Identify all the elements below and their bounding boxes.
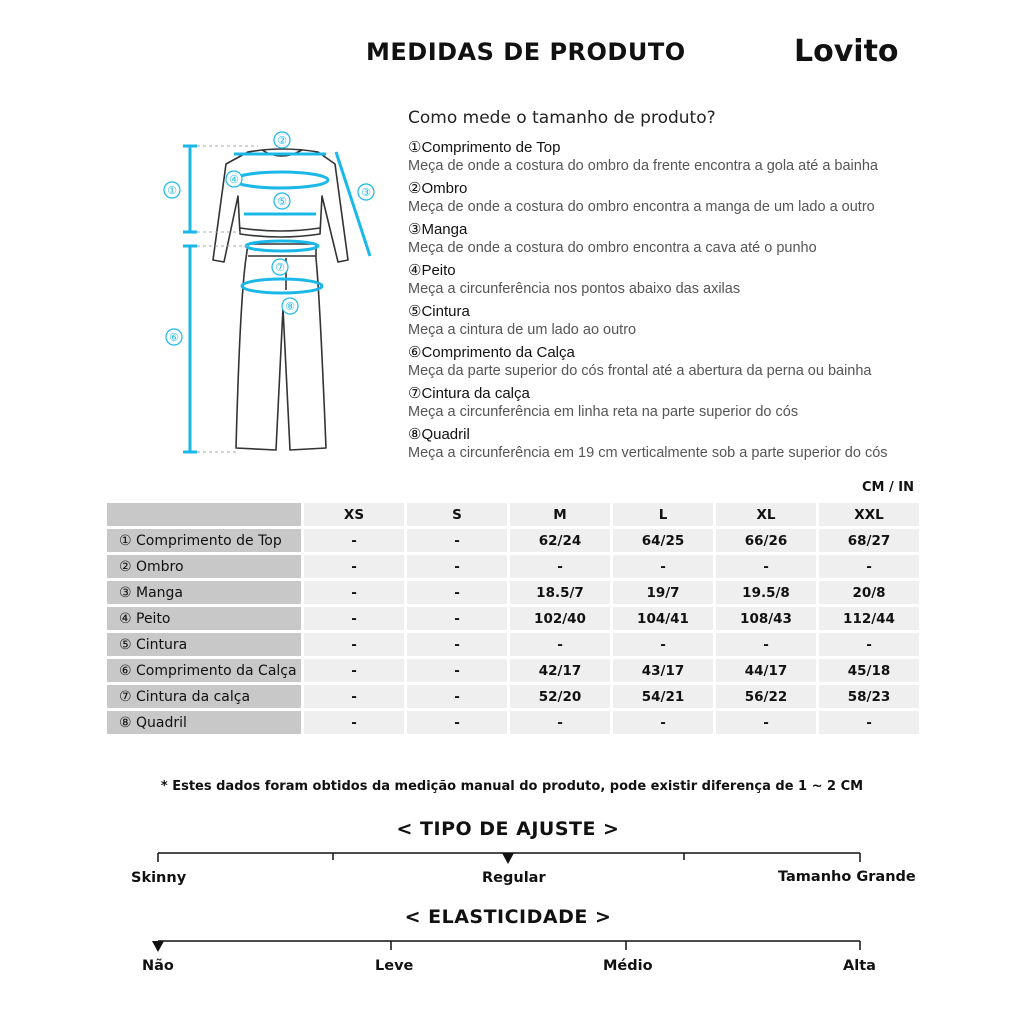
page-title: MEDIDAS DE PRODUTO — [366, 38, 686, 66]
col-header: XL — [716, 503, 816, 526]
marker-8: ⑧ — [285, 300, 295, 313]
table-cell: - — [304, 581, 404, 604]
marker-4: ④ — [229, 173, 239, 186]
table-cell: - — [407, 581, 507, 604]
table-cell: 64/25 — [613, 529, 713, 552]
table-cell: - — [407, 555, 507, 578]
row-header: ④ Peito — [107, 607, 301, 630]
table-cell: - — [819, 633, 919, 656]
table-cell: - — [819, 711, 919, 734]
measurement-note: * Estes dados foram obtidos da medição manual do produto, pode existir diferença de 1 ~ 2 CM — [160, 779, 864, 794]
size-table — [104, 500, 922, 737]
table-cell: - — [304, 685, 404, 708]
table-cell: 19/7 — [613, 581, 713, 604]
instr-name-5: ⑤Cintura — [408, 303, 470, 320]
fit-selected-marker — [502, 853, 514, 864]
fit-label-skinny: Skinny — [131, 870, 187, 886]
row-header: ⑥ Comprimento da Calça — [107, 659, 301, 682]
instr-name-8: ⑧Quadril — [408, 426, 470, 443]
table-cell: 44/17 — [716, 659, 816, 682]
table-row — [107, 711, 919, 734]
table-cell: - — [407, 711, 507, 734]
table-row — [107, 685, 919, 708]
table-row — [107, 581, 919, 604]
table-cell: - — [716, 633, 816, 656]
table-cell: - — [510, 633, 610, 656]
table-cell: 104/41 — [613, 607, 713, 630]
table-cell: - — [819, 555, 919, 578]
marker-1: ① — [167, 184, 177, 197]
fit-scale-title: < TIPO DE AJUSTE > — [396, 818, 620, 840]
table-cell: - — [407, 633, 507, 656]
row-header: ② Ombro — [107, 555, 301, 578]
table-cell: - — [304, 659, 404, 682]
table-cell: - — [407, 607, 507, 630]
elasticity-label-alta: Alta — [843, 958, 876, 974]
marker-5: ⑤ — [277, 195, 287, 208]
instr-desc-6: Meça da parte superior do cós frontal até a abertura da perna ou bainha — [408, 363, 872, 379]
col-header: L — [613, 503, 713, 526]
table-cell: 20/8 — [819, 581, 919, 604]
table-cell: - — [304, 633, 404, 656]
col-header: XS — [304, 503, 404, 526]
table-row — [107, 633, 919, 656]
elasticity-scale-title: < ELASTICIDADE > — [404, 906, 612, 928]
table-cell: - — [613, 711, 713, 734]
instructions-list — [408, 138, 1008, 466]
table-cell: 68/27 — [819, 529, 919, 552]
row-header: ⑤ Cintura — [107, 633, 301, 656]
instr-name-2: ②Ombro — [408, 180, 468, 197]
elasticity-selected-marker — [152, 941, 164, 952]
table-cell: 19.5/8 — [716, 581, 816, 604]
marker-3: ③ — [361, 186, 371, 199]
instr-name-3: ③Manga — [408, 221, 468, 238]
marker-2: ② — [277, 134, 287, 147]
instr-name-4: ④Peito — [408, 262, 456, 279]
table-cell: - — [613, 555, 713, 578]
row-header: ⑦ Cintura da calça — [107, 685, 301, 708]
table-cell: 54/21 — [613, 685, 713, 708]
instr-desc-4: Meça a circunferência nos pontos abaixo das axilas — [408, 281, 741, 297]
instr-desc-5: Meça a cintura de um lado ao outro — [408, 322, 637, 338]
instr-desc-1: Meça de onde a costura do ombro da frente encontra a gola até a bainha — [408, 158, 878, 174]
table-row — [107, 529, 919, 552]
col-header: M — [510, 503, 610, 526]
instr-name-7: ⑦Cintura da calça — [408, 385, 530, 402]
table-cell: - — [407, 659, 507, 682]
col-header: S — [407, 503, 507, 526]
fit-label-regular: Regular — [482, 870, 546, 886]
top-hem — [240, 228, 320, 231]
table-cell: - — [407, 529, 507, 552]
marker-6: ⑥ — [169, 331, 179, 344]
elasticity-label-leve: Leve — [375, 958, 414, 974]
instr-desc-8: Meça a circunferência em 19 cm verticalmente sob a parte superior do cós — [408, 445, 888, 461]
table-cell: - — [304, 555, 404, 578]
table-cell: 62/24 — [510, 529, 610, 552]
table-cell: 66/26 — [716, 529, 816, 552]
instructions-heading: Como mede o tamanho de produto? — [408, 108, 716, 128]
garment-diagram — [0, 0, 400, 470]
table-corner — [107, 503, 301, 526]
instr-desc-2: Meça de onde a costura do ombro encontra a manga de um lado a outro — [408, 199, 875, 215]
units-label: CM / IN — [862, 480, 914, 495]
elasticity-label-medio: Médio — [603, 958, 653, 974]
table-cell: - — [510, 711, 610, 734]
table-cell: 102/40 — [510, 607, 610, 630]
table-cell: - — [510, 555, 610, 578]
table-cell: 112/44 — [819, 607, 919, 630]
instr-name-1: ①Comprimento de Top — [408, 139, 561, 156]
instr-desc-7: Meça a circunferência em linha reta na parte superior do cós — [408, 404, 799, 420]
table-cell: 18.5/7 — [510, 581, 610, 604]
table-cell: 42/17 — [510, 659, 610, 682]
fit-label-large: Tamanho Grande — [778, 869, 916, 885]
table-cell: 108/43 — [716, 607, 816, 630]
table-row — [107, 555, 919, 578]
elasticity-label-nao: Não — [142, 958, 174, 974]
table-cell: 58/23 — [819, 685, 919, 708]
table-row — [107, 659, 919, 682]
col-header: XXL — [819, 503, 919, 526]
table-cell: - — [716, 555, 816, 578]
table-cell: 45/18 — [819, 659, 919, 682]
table-cell: - — [613, 633, 713, 656]
table-cell: - — [304, 607, 404, 630]
row-header: ① Comprimento de Top — [107, 529, 301, 552]
instr-name-6: ⑥Comprimento da Calça — [408, 344, 575, 361]
instr-desc-3: Meça de onde a costura do ombro encontra a cava até o punho — [408, 240, 817, 256]
row-header: ⑧ Quadril — [107, 711, 301, 734]
table-header-row — [107, 503, 919, 526]
brand-logo: Lovito — [794, 34, 899, 69]
table-cell: 56/22 — [716, 685, 816, 708]
table-cell: 43/17 — [613, 659, 713, 682]
table-cell: 52/20 — [510, 685, 610, 708]
row-header: ③ Manga — [107, 581, 301, 604]
table-cell: - — [407, 685, 507, 708]
table-row — [107, 607, 919, 630]
table-cell: - — [716, 711, 816, 734]
table-cell: - — [304, 529, 404, 552]
table-cell: - — [304, 711, 404, 734]
marker-7: ⑦ — [275, 261, 285, 274]
